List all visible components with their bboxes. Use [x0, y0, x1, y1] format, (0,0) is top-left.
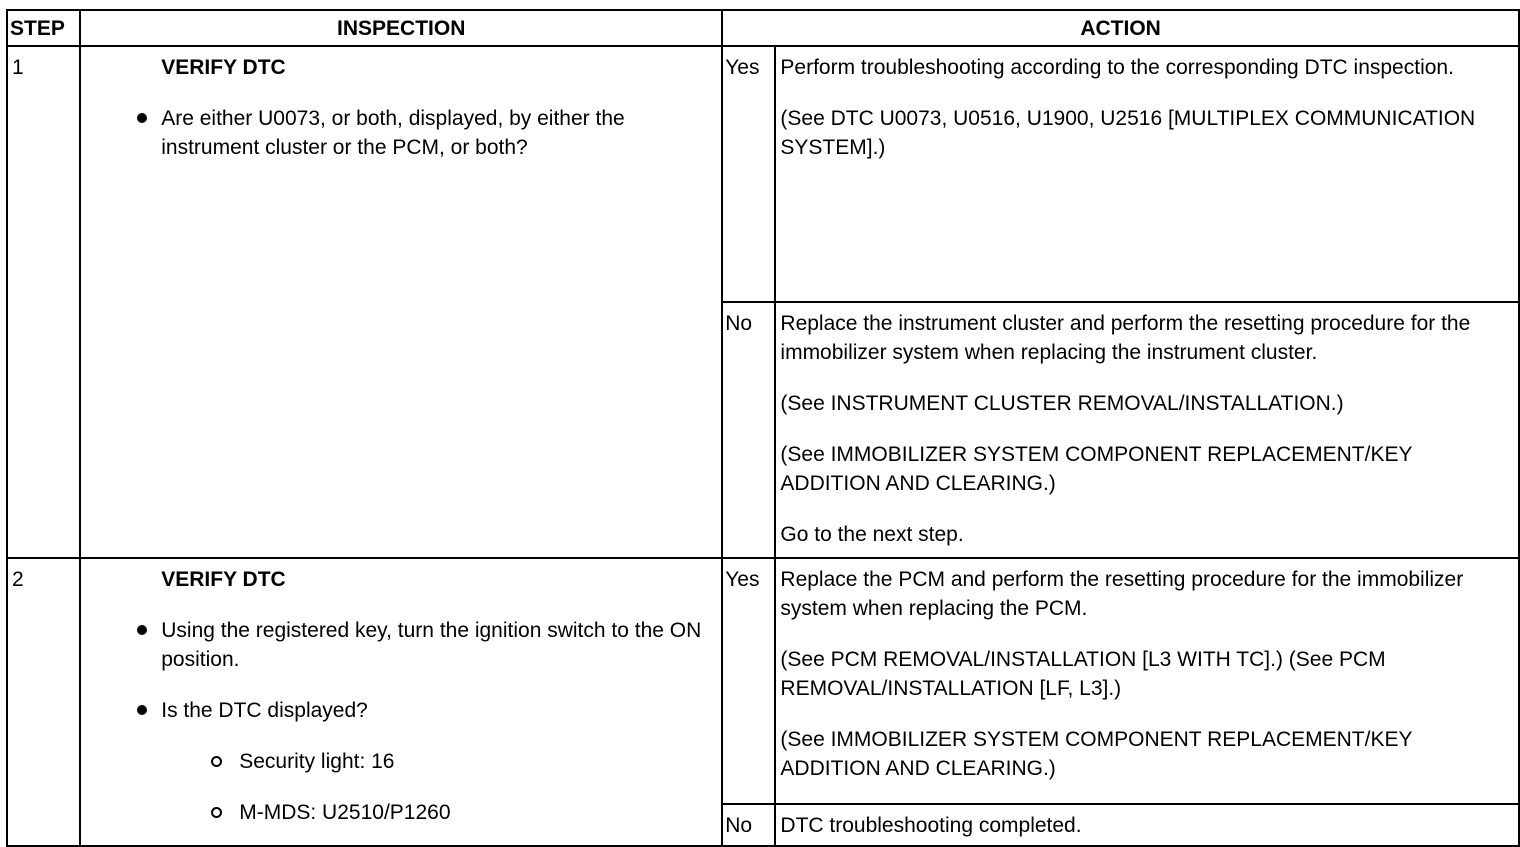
inspection-bullet: Are either U0073, or both, displayed, by either the instrument cluster or the PCM, or both?: [85, 104, 711, 162]
action-text: (See IMMOBILIZER SYSTEM COMPONENT REPLACEMENT/KEY ADDITION AND CLEARING.): [780, 728, 1413, 780]
header-row: [7, 10, 1519, 46]
dtc-troubleshooting-table: [6, 9, 1520, 847]
step-number: 2: [7, 558, 80, 846]
yes-label: Yes: [722, 46, 775, 302]
action-text: Perform troubleshooting according to the corresponding DTC inspection.: [780, 56, 1454, 79]
inspection-cell: [80, 558, 722, 846]
table-row: [7, 46, 1519, 302]
inspection-title: VERIFY DTC: [161, 56, 286, 79]
inspection-sub-bullet: M-MDS: U2510/P1260: [85, 798, 711, 827]
yes-label: Yes: [722, 558, 775, 804]
no-action-cell: [775, 302, 1519, 558]
step-number: 1: [7, 46, 80, 558]
no-label: No: [722, 804, 775, 846]
header-action: ACTION: [722, 10, 1519, 46]
action-text: (See DTC U0073, U0516, U1900, U2516 [MULTIPLEX COMMUNICATION SYSTEM].): [780, 107, 1476, 159]
inspection-cell: [80, 46, 722, 558]
action-text: DTC troubleshooting completed.: [780, 814, 1082, 837]
action-text: (See INSTRUMENT CLUSTER REMOVAL/INSTALLATION.): [780, 392, 1344, 415]
no-action-cell: [775, 804, 1519, 846]
table-row: [7, 558, 1519, 804]
action-text: Replace the PCM and perform the resetting procedure for the immobilizer system when replacing the PCM.: [780, 568, 1464, 620]
yes-action-cell: [775, 46, 1519, 302]
action-text: Go to the next step.: [780, 523, 964, 546]
no-label: No: [722, 302, 775, 558]
inspection-title: VERIFY DTC: [161, 568, 286, 591]
action-text: (See IMMOBILIZER SYSTEM COMPONENT REPLACEMENT/KEY ADDITION AND CLEARING.): [780, 443, 1413, 495]
yes-action-cell: [775, 558, 1519, 804]
header-step: STEP: [7, 10, 80, 46]
inspection-bullet: Using the registered key, turn the ignition switch to the ON position.: [85, 616, 711, 674]
header-inspection: INSPECTION: [80, 10, 722, 46]
inspection-sub-bullet: Security light: 16: [85, 747, 711, 776]
action-text: Replace the instrument cluster and perform the resetting procedure for the immobilizer system when replacing the instrument cluster.: [780, 312, 1471, 364]
inspection-bullet: Is the DTC displayed?: [85, 696, 711, 725]
action-text: (See PCM REMOVAL/INSTALLATION [L3 WITH TC].) (See PCM REMOVAL/INSTALLATION [LF, L3].): [780, 648, 1386, 700]
